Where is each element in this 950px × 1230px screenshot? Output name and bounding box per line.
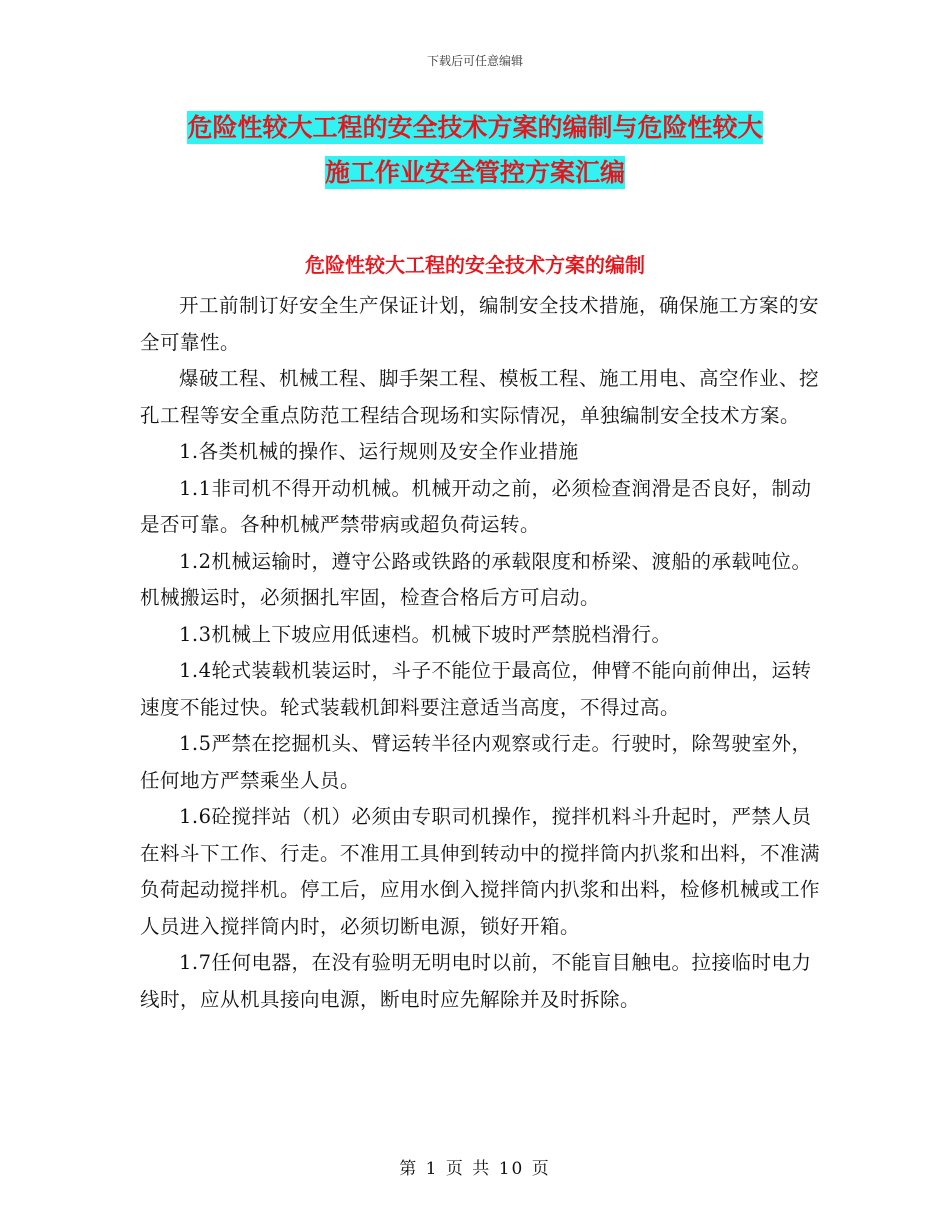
document-title-line-2: 施工作业安全管控方案汇编 bbox=[324, 158, 625, 187]
paragraph: 爆破工程、机械工程、脚手架工程、模板工程、施工用电、高空作业、挖孔工程等安全重点防范工程结合现场和实际情况，单独编制安全技术方案。 bbox=[140, 367, 820, 427]
paragraph: 1.4轮式装载机装运时，斗子不能位于最高位，伸臂不能向前伸出，运转速度不能过快。轮式装载机卸料要注意适当高度，不得过高。 bbox=[140, 659, 812, 719]
paragraph: 1.2机械运输时，遵守公路或铁路的承载限度和桥梁、渡船的承载吨位。机械搬运时，必须捆扎牢固，检查合格后方可启动。 bbox=[140, 549, 812, 609]
paragraph: 1.5严禁在挖掘机头、臂运转半径内观察或行走。行驶时，除驾驶室外，任何地方严禁乘坐人员。 bbox=[140, 732, 812, 792]
document-title-line-1: 危险性较大工程的安全技术方案的编制与危险性较大 bbox=[187, 113, 763, 142]
page-footer: 第 1 页 共 10 页 bbox=[399, 1159, 551, 1179]
paragraph: 1.1非司机不得开动机械。机械开动之前，必须检查润滑是否良好，制动是否可靠。各种机械严禁带病或超负荷运转。 bbox=[140, 476, 812, 536]
section-title: 危险性较大工程的安全技术方案的编制 bbox=[305, 253, 645, 277]
body-text bbox=[140, 288, 830, 1018]
paragraph: 1.7任何电器，在没有验明无明电时以前，不能盲目触电。拉接临时电力线时，应从机具接向电源，断电时应先解除并及时拆除。 bbox=[140, 951, 812, 1011]
paragraph: 开工前制订好安全生产保证计划，编制安全技术措施，确保施工方案的安全可靠性。 bbox=[140, 294, 820, 354]
paragraph: 1.6砼搅拌站（机）必须由专职司机操作，搅拌机料斗升起时，严禁人员在料斗下工作、行走。不准用工具伸到转动中的搅拌筒内扒浆和出料，不准满负荷起动搅拌机。停工后，应用水倒入搅拌筒内扒浆和出料，检修机械或工作人员进入搅拌筒内时，必须切断电源，锁好开箱。 bbox=[140, 805, 821, 938]
paragraph: 1.3机械上下坡应用低速档。机械下坡时严禁脱档滑行。 bbox=[179, 622, 672, 646]
paragraph: 1.各类机械的操作、运行规则及安全作业措施 bbox=[179, 440, 579, 463]
header-note: 下载后可任意编辑 bbox=[426, 54, 523, 68]
